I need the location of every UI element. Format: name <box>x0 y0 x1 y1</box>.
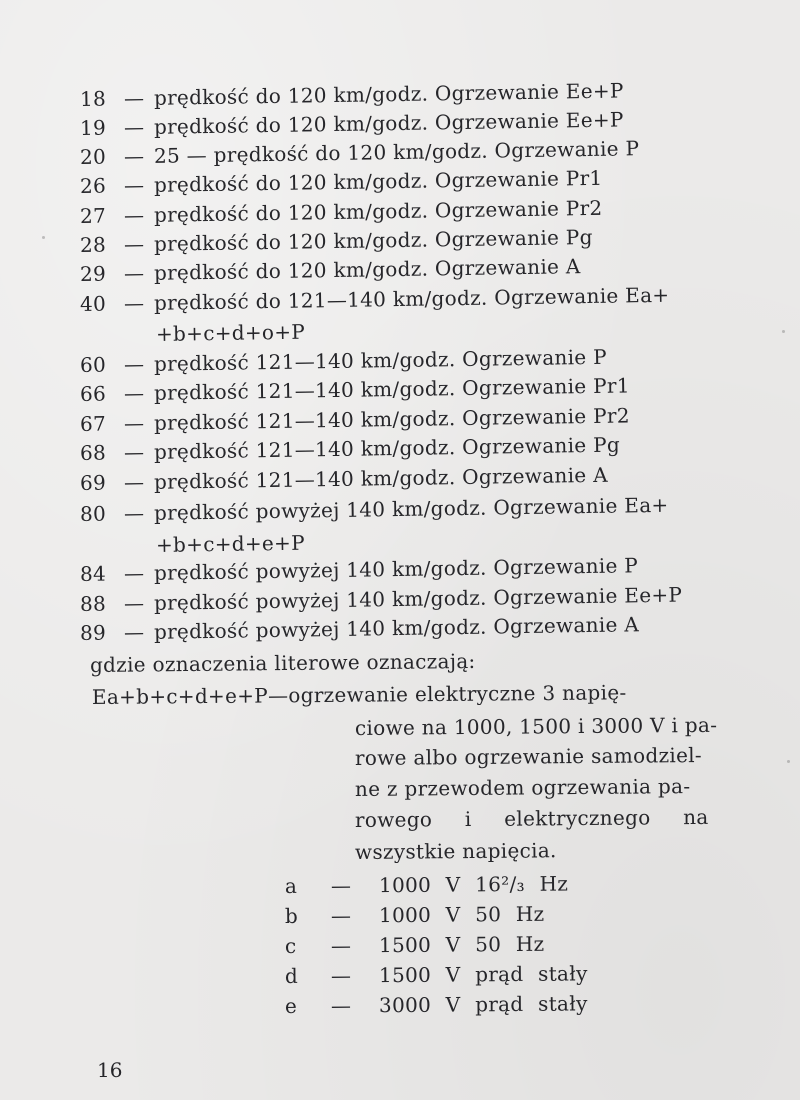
entry-text: prędkość 121—140 km/godz. Ogrzewanie Pr1 <box>153 373 630 405</box>
legend-value: 1000 V 50 Hz <box>378 901 545 928</box>
entry-continuation <box>156 531 305 557</box>
definition-line: rowego i elektrycznego na <box>354 804 709 832</box>
definition-continuation <box>355 713 717 740</box>
definition-continuation <box>355 743 702 770</box>
entry-dash: — <box>123 143 145 169</box>
legend-value: 1500 V 50 Hz <box>378 931 545 958</box>
legend-item <box>285 991 588 1018</box>
entry-text: 25 — prędkość do 120 km/godz. Ogrzewanie P <box>153 136 640 168</box>
speed-entry <box>80 196 603 228</box>
entry-continuation-text: +b+c+d+e+P <box>155 530 306 557</box>
entry-continuation-text: +b+c+d+o+P <box>155 319 306 346</box>
entry-dash: — <box>123 114 145 140</box>
definition-dash: — <box>267 683 289 708</box>
definition-term: Ea+b+c+d+e+P <box>91 683 269 709</box>
entry-text: prędkość powyżej 140 km/godz. Ogrzewanie Ee+P <box>153 582 683 615</box>
speed-entry <box>80 403 630 436</box>
entry-code: 20 <box>79 144 107 169</box>
speed-entry <box>80 373 630 406</box>
legend-dash: — <box>330 933 352 958</box>
entry-text: prędkość do 120 km/godz. Ogrzewanie A <box>153 254 581 285</box>
entry-text: prędkość powyżej 140 km/godz. Ogrzewanie P <box>153 553 639 585</box>
legend-item <box>285 902 545 928</box>
entry-text: prędkość do 120 km/godz. Ogrzewanie Pg <box>153 224 593 256</box>
speed-entry <box>80 463 608 495</box>
definition-line: ne z przewodem ogrzewania pa- <box>354 774 691 801</box>
legend-dash: — <box>330 993 352 1018</box>
entry-dash: — <box>123 439 145 465</box>
speed-entry <box>80 553 638 586</box>
definition-continuation <box>355 805 709 832</box>
entry-code: 84 <box>79 561 107 586</box>
entry-dash: — <box>123 231 145 257</box>
legend-intro <box>90 649 476 677</box>
legend-letter: b <box>284 903 299 928</box>
entry-code: 69 <box>79 470 107 495</box>
entry-code: 27 <box>79 203 107 228</box>
entry-code: 40 <box>79 291 107 316</box>
speed-entry <box>80 107 624 140</box>
entry-text: prędkość powyżej 140 km/godz. Ogrzewanie Ea+ <box>153 492 669 525</box>
speed-entry <box>80 612 639 645</box>
speed-entry <box>80 136 640 169</box>
definition-line: wszystkie napięcia. <box>354 838 557 864</box>
entry-dash: — <box>123 469 145 495</box>
speed-entry <box>80 166 603 198</box>
entry-continuation <box>156 320 305 346</box>
paper-speck <box>42 236 45 239</box>
legend-letter: c <box>284 933 297 958</box>
entry-code: 80 <box>79 501 107 526</box>
entry-dash: — <box>123 500 145 526</box>
speed-entry <box>80 225 593 257</box>
entry-text: prędkość do 120 km/godz. Ogrzewanie Ee+P <box>153 107 624 139</box>
legend-value: 3000 V prąd stały <box>378 991 588 1018</box>
entry-code: 28 <box>79 232 107 257</box>
entry-code: 68 <box>79 440 107 465</box>
legend-letter: a <box>284 873 298 898</box>
legend-letter: d <box>284 963 299 988</box>
legend-value: 1500 V prąd stały <box>378 961 588 988</box>
entry-dash: — <box>123 590 145 616</box>
speed-entry <box>80 78 624 111</box>
entry-dash: — <box>123 619 145 645</box>
legend-intro-text: gdzie oznaczenia literowe oznaczają: <box>89 648 476 677</box>
speed-entry <box>80 254 581 286</box>
legend-item <box>285 872 568 898</box>
entry-text: prędkość do 121—140 km/godz. Ogrzewanie Ea+ <box>153 282 670 315</box>
entry-code: 67 <box>79 411 107 436</box>
legend-dash: — <box>330 903 352 928</box>
entry-dash: — <box>123 202 145 228</box>
speed-entry <box>80 583 683 616</box>
entry-dash: — <box>123 85 145 111</box>
entry-text: prędkość 121—140 km/godz. Ogrzewanie Pg <box>153 432 621 464</box>
legend-item <box>285 932 545 958</box>
speed-entry <box>80 433 620 465</box>
entry-text: prędkość 121—140 km/godz. Ogrzewanie Pr2 <box>153 403 630 435</box>
entry-dash: — <box>123 290 145 316</box>
entry-code: 26 <box>79 173 107 198</box>
definition-line: ogrzewanie elektryczne 3 napię- <box>288 680 627 708</box>
legend-dash: — <box>330 873 352 898</box>
definition-continuation <box>355 838 557 864</box>
entry-dash: — <box>123 560 145 586</box>
page-number: 16 <box>97 1058 123 1082</box>
entry-code: 89 <box>79 620 107 645</box>
entry-text: prędkość do 120 km/godz. Ogrzewanie Pr1 <box>153 165 603 197</box>
entry-code: 60 <box>79 352 107 377</box>
entry-text: prędkość do 120 km/godz. Ogrzewanie Ee+P <box>153 78 624 110</box>
entry-text: prędkość do 120 km/godz. Ogrzewanie Pr2 <box>153 195 603 227</box>
entry-code: 88 <box>79 591 107 616</box>
entry-dash: — <box>123 410 145 436</box>
speed-entry <box>80 345 607 377</box>
legend-value: 1000 V 16²/₃ Hz <box>378 871 569 898</box>
definition-continuation <box>355 774 691 801</box>
legend-item <box>285 961 588 988</box>
entry-code: 19 <box>79 115 107 140</box>
legend-dash: — <box>330 963 352 988</box>
entry-code: 29 <box>79 261 107 286</box>
entry-code: 66 <box>79 381 107 406</box>
entry-dash: — <box>123 351 145 377</box>
entry-dash: — <box>123 172 145 198</box>
entry-text: prędkość 121—140 km/godz. Ogrzewanie P <box>153 344 608 376</box>
speed-entry <box>80 283 670 316</box>
entry-text: prędkość powyżej 140 km/godz. Ogrzewanie A <box>153 612 640 644</box>
paper-speck <box>782 330 785 333</box>
definition-line: rowe albo ogrzewanie samodziel- <box>354 742 703 770</box>
legend-letter: e <box>284 993 298 1018</box>
definition-term-line <box>92 680 627 709</box>
definition-line: ciowe na 1000, 1500 i 3000 V i pa- <box>354 712 718 740</box>
entry-dash: — <box>123 260 145 286</box>
speed-entry <box>80 493 669 526</box>
entry-text: prędkość 121—140 km/godz. Ogrzewanie A <box>153 462 609 494</box>
entry-code: 18 <box>79 86 107 111</box>
paper-speck <box>787 760 790 763</box>
entry-dash: — <box>123 380 145 406</box>
